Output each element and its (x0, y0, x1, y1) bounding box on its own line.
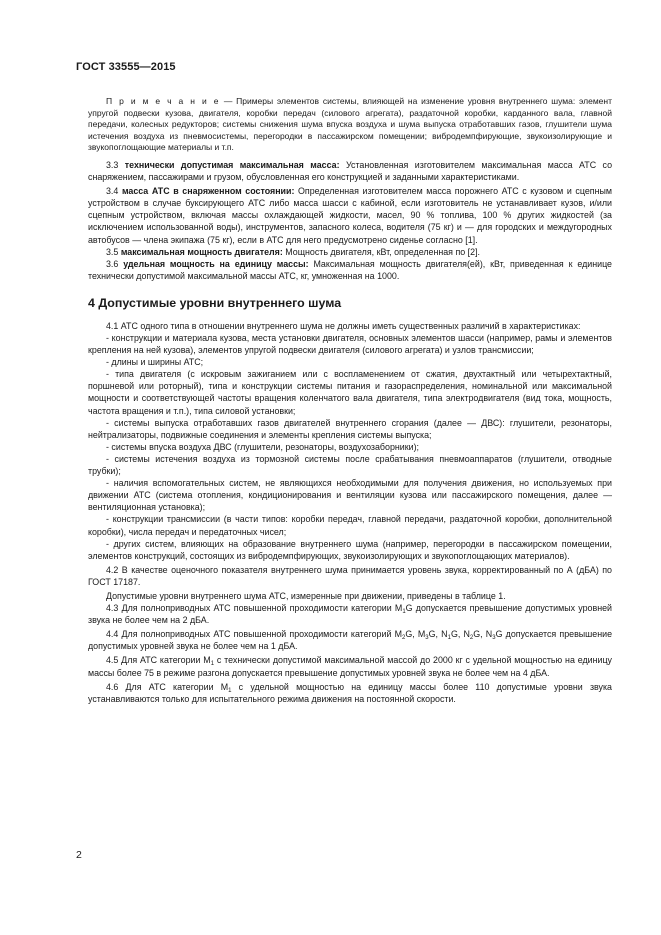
text-fragment: 4.3 Для полноприводных АТС повышенной проходимости категории M (106, 603, 403, 614)
paragraph-4-2: 4.2 В качестве оценочного показателя внутреннего шума принимается уровень звука, корректированный по А (дБА) по ГОСТ 17187. (88, 564, 612, 587)
document-body (88, 96, 612, 705)
list-item: - системы выпуска отработавших газов двигателей внутреннего сгорания (далее — ДВС): глушители, резонаторы, нейтрализаторы, подвижные соединения и элементы крепления системы выпуска; (88, 417, 612, 440)
note-paragraph (88, 96, 612, 154)
definition-number: 3.4 (106, 186, 122, 197)
definition-3-3 (88, 159, 612, 183)
text-fragment: G, N (450, 629, 470, 640)
text-fragment: G, N (428, 629, 448, 640)
note-label: П р и м е ч а н и е (106, 96, 221, 106)
text-fragment: с удельной мощностью на единицу массы более 110 допустимые уровни звука устанавливаются только для испытательного режима движения на постоянной скорости. (88, 681, 612, 704)
paragraph-4-2-table-ref: Допустимые уровни внутреннего шума АТС, измеренные при движении, приведены в таблице 1. (106, 590, 506, 601)
definition-text: Мощность двигателя, кВт, определенная по [2]. (282, 246, 480, 257)
text-fragment: G допускается превышение допустимых уровней звука не более чем на 1 дБА. (88, 629, 613, 652)
subscript: 3 (492, 635, 496, 642)
paragraph-4-6 (88, 681, 612, 705)
definition-term: удельная мощность на единицу массы: (123, 258, 309, 269)
paragraph-4-3 (88, 602, 612, 626)
list-item: - системы истечения воздуха из тормозной системы после срабатывания пневмоаппаратов (глушители, отводные трубки); (88, 453, 612, 477)
text-fragment: G, M (405, 629, 426, 640)
list-item: - длины и ширины АТС; (106, 357, 204, 368)
subscript: 1 (228, 687, 232, 694)
subscript: 2 (469, 635, 474, 642)
definition-text: Определенная изготовителем масса порожнего АТС с кузовом и сцепным устройством в случае буксирующего АТС либо масса шасси с кабиной, если изготовитель не устанавливает кузов, и/или сцепным устройством, включая массы охлаждающей жидкости, масел, 90 % топлива, 100 % других жидкостей (за исключением использованной воды), инструментов, запасного колеса, водителя (75 кг) и — для городских и междугородных автобусов — члена экипажа (75 кг), если в АТС для него предусмотрено сиденье согласно [1]. (88, 186, 612, 245)
definition-term: масса АТС в снаряженном состоянии: (121, 186, 295, 197)
text-fragment: G, N (473, 629, 493, 640)
text-fragment: 4.5 Для АТС категории M (106, 655, 211, 666)
definition-term: максимальная мощность двигателя: (120, 246, 283, 257)
note-text: — Примеры элементов системы, влияющей на изменение уровня внутреннего шума: элемент упругой подвески кузова, двигателя, коробки передач (силового агрегата), раздаточной коробки, карданного вала, главной передачи, колесных редукторов; системы снижения шума впуска воздуха и шума выпуска отработавших газов, глушители шума истечения воздуха из пневмосистемы, перегородки в пассажирском помещении; вибродемпфирующие, звукоизолирующие и звукопоглощающие материалы и т.п. (88, 96, 612, 153)
document-header: ГОСТ 33555—2015 (76, 61, 176, 73)
subscript: 2 (401, 635, 406, 642)
list-item: - конструкции трансмиссии (в части типов: коробки передач, главной передачи, раздаточной коробки, дополнительной коробки), числа передач и передаточных чисел; (88, 514, 612, 537)
definition-term: технически допустимая максимальная масса: (124, 159, 340, 170)
text-fragment: с технически допустимой максимальной массой до 2000 кг с удельной мощностью на единицу массы более 75 в режиме разгона допускается превышение допустимых уровней звука не более чем на 4 дБА. (88, 655, 612, 678)
subscript: 1 (447, 635, 451, 642)
list-item: - других систем, влияющих на образование внутреннего шума (например, перегородки в пассажирском помещении, элементов конструкций, состоящих из вибродемпфирующих, звукоизолирующих и звукопоглощающих материалов). (88, 538, 612, 561)
text-fragment: 4.4 Для полноприводных АТС повышенной проходимости категорий M (106, 629, 402, 640)
page-number: 2 (76, 849, 82, 861)
text-fragment: G допускается превышение допустимых уровней звука не более чем на 2 дБА. (88, 603, 612, 626)
definition-number: 3.5 (106, 246, 121, 257)
list-item: - типа двигателя (с искровым зажиганием или с воспламенением от сжатия, двухтактный или четырехтактный, поршневой или роторный), типа и конструкции системы питания и газораспределения, номинальной или максимальной мощности и соответствующей частоты вращения коленчатого вала двигателя, типа электродвигателя (вид тока, мощность, частота вращения и т.п.), типа силовой установки; (88, 369, 612, 416)
list-item: - конструкции и материала кузова, места установки двигателя, основных элементов шасси (например, рамы и элементов крепления на ней кузова), элементов упругой подвески двигателя (силового агрегата) и узлов трансмиссии; (88, 333, 612, 356)
paragraph-4-5 (88, 654, 612, 678)
definition-number: 3.6 (106, 258, 124, 269)
definition-3-5 (88, 246, 612, 258)
text-fragment: 4.6 Для АТС категории M (106, 681, 229, 692)
paragraph-4-1: 4.1 АТС одного типа в отношении внутреннего шума не должны иметь существенных различий в характеристиках: (106, 320, 581, 331)
definition-text: Максимальная мощность двигателя(ей), кВт, приведенная к единице технически допустимой максимальной массы АТС, кг, умноженная на 1000. (88, 258, 612, 281)
list-item: - наличия вспомогательных систем, не являющихся необходимыми для получения движения, но используемых при движении АТС (система отопления, кондиционирования и вентиляции кузова или пассажирского помещения, далее — вентиляционная установка); (88, 478, 612, 513)
definition-number: 3.3 (106, 159, 125, 170)
paragraph-4-4 (88, 628, 612, 652)
subscript: 1 (402, 609, 406, 616)
section-title: 4 Допустимые уровни внутреннего шума (88, 295, 342, 310)
subscript: 1 (210, 661, 215, 668)
subscript: 3 (425, 635, 429, 642)
definition-3-6 (88, 258, 612, 282)
definition-3-4 (88, 185, 612, 245)
definition-text: Установленная изготовителем максимальная масса АТС со снаряжением, пассажирами и грузом, обусловленная его конструкцией и заданными характеристиками. (88, 159, 613, 183)
list-item: - системы впуска воздуха ДВС (глушители, резонаторы, воздухозаборники); (106, 441, 419, 452)
